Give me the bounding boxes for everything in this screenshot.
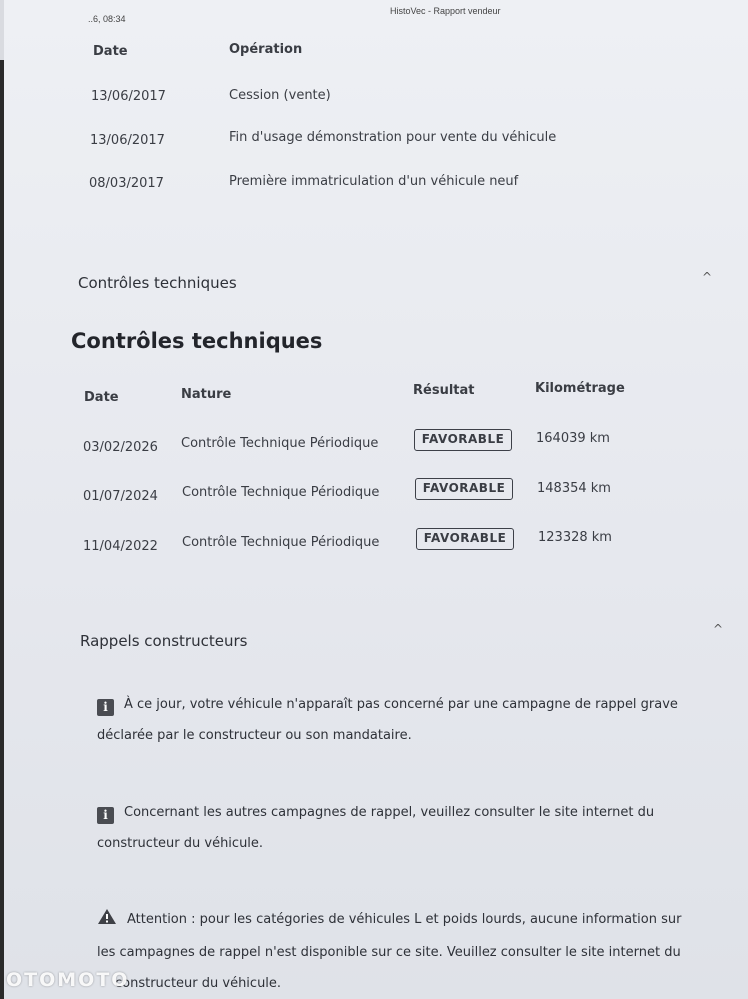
notice-line: constructeur du véhicule. <box>97 836 264 851</box>
notice-line: déclarée par le constructeur ou son mandataire. <box>97 728 412 743</box>
history-row-date: 08/03/2017 <box>89 176 164 191</box>
chevron-up-icon[interactable]: ^ <box>702 270 713 284</box>
history-col-operation: Opération <box>229 42 303 57</box>
result-badge: FAVORABLE <box>415 478 513 500</box>
notice-line: Attention : pour les catégories de véhicules L et poids lourds, aucune information sur <box>127 912 682 927</box>
history-row-date: 13/06/2017 <box>90 133 165 148</box>
result-badge: FAVORABLE <box>414 429 512 451</box>
controle-row-nature: Contrôle Technique Périodique <box>182 485 380 500</box>
controle-row-km: 123328 km <box>538 530 612 545</box>
otomoto-watermark-logo: OTOMOTO <box>6 969 130 991</box>
print-title: HistoVec - Rapport vendeur <box>390 6 501 16</box>
notice-line: constructeur du véhicule. <box>115 976 282 991</box>
history-row-date: 13/06/2017 <box>91 89 166 104</box>
history-row-operation: Première immatriculation d'un véhicule neuf <box>229 174 519 189</box>
notice-line: Concernant les autres campagnes de rappel, veuillez consulter le site internet du <box>124 805 655 820</box>
controles-col-date: Date <box>84 390 119 405</box>
controle-row-date: 11/04/2022 <box>83 539 158 554</box>
warning-icon <box>97 906 117 937</box>
result-badge: FAVORABLE <box>416 528 514 550</box>
chevron-up-icon[interactable]: ^ <box>713 622 724 636</box>
recall-notice <box>97 797 654 859</box>
notice-line: les campagnes de rappel n'est disponible sur ce site. Veuillez consulter le site internet du <box>97 945 681 960</box>
info-icon: i <box>97 699 114 716</box>
controle-row-nature: Contrôle Technique Périodique <box>182 535 380 550</box>
controle-row-date: 01/07/2024 <box>83 489 158 504</box>
controle-row-km: 148354 km <box>537 481 611 496</box>
controle-row-nature: Contrôle Technique Périodique <box>181 436 379 451</box>
print-datetime: ..6, 08:34 <box>88 14 126 24</box>
rappels-section-toggle[interactable]: Rappels constructeurs <box>80 632 248 650</box>
controles-heading: Contrôles techniques <box>71 329 323 353</box>
controles-col-nature: Nature <box>181 387 232 402</box>
history-row-operation: Cession (vente) <box>229 88 331 103</box>
recall-notice <box>97 904 681 999</box>
recall-notice <box>97 689 678 751</box>
page-edge-shadow <box>0 60 4 999</box>
controles-col-kilometrage: Kilométrage <box>535 381 625 396</box>
notice-line: À ce jour, votre véhicule n'apparaît pas concerné par une campagne de rappel grave <box>124 697 678 712</box>
controle-row-date: 03/02/2026 <box>83 440 158 455</box>
controle-row-km: 164039 km <box>536 431 610 446</box>
history-col-date: Date <box>93 44 128 59</box>
history-row-operation: Fin d'usage démonstration pour vente du véhicule <box>229 130 557 145</box>
controles-col-resultat: Résultat <box>413 383 475 398</box>
info-icon: i <box>97 807 114 824</box>
controles-section-toggle[interactable]: Contrôles techniques <box>78 274 237 292</box>
